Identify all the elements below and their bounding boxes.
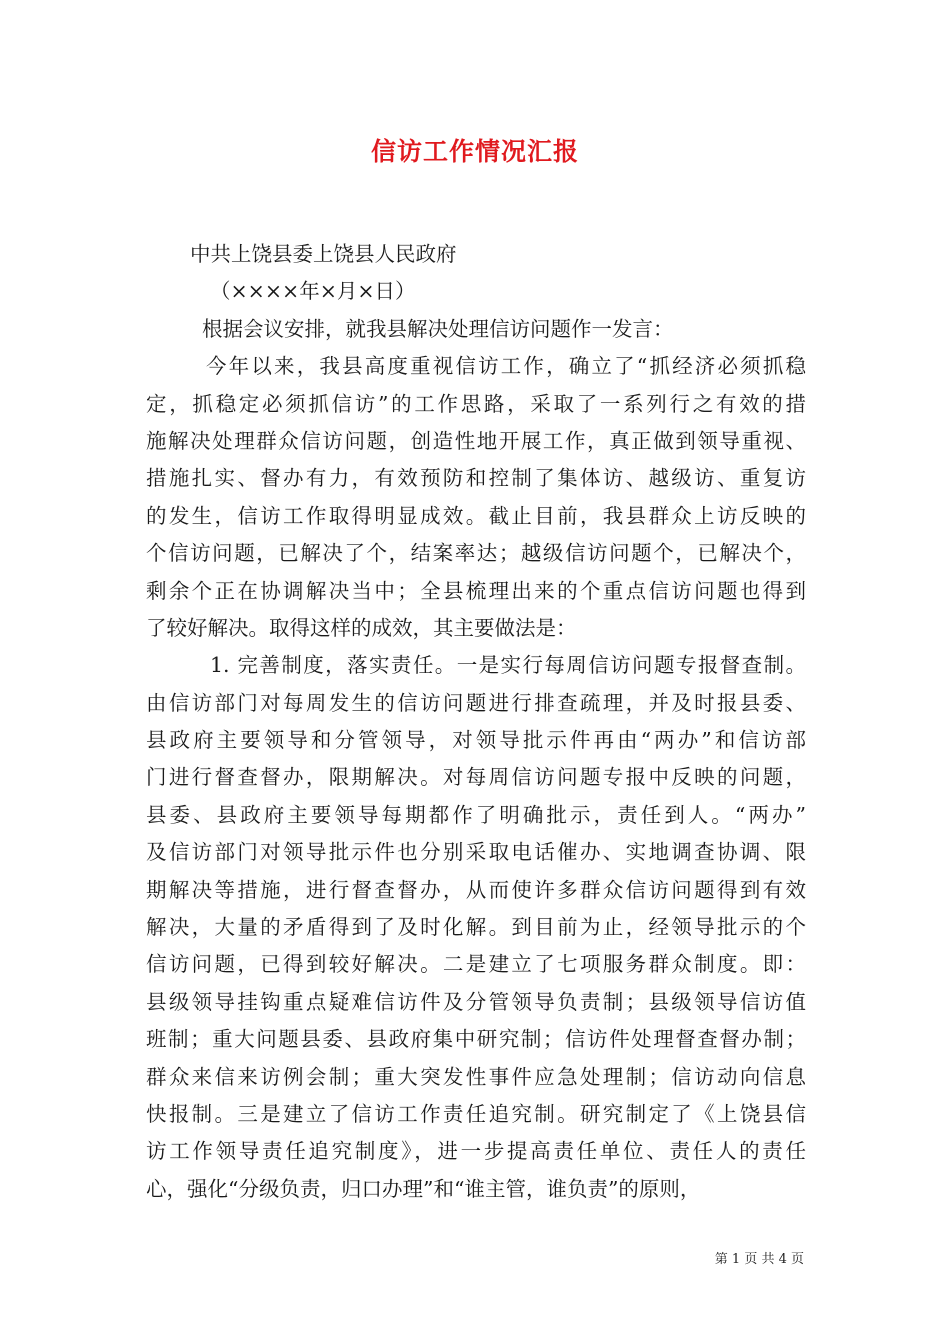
- paragraph-line: 县委、县政府主要领导每期都作了明确批示，责任到人。“两办”: [146, 802, 806, 827]
- paragraph-line: 措施扎实、督办有力，有效预防和控制了集体访、越级访、重复访: [146, 466, 806, 491]
- document-body: [146, 236, 806, 1208]
- paragraph-line: 期解决等措施，进行督查督办，从而使许多群众信访问题得到有效: [146, 877, 806, 902]
- paragraph-line: 今年以来，我县高度重视信访工作，确立了“抓经济必须抓稳: [206, 354, 806, 379]
- paragraph-line: 群众来信来访例会制；重大突发性事件应急处理制；信访动向信息: [146, 1064, 806, 1089]
- paragraph-line: 的发生，信访工作取得明显成效。截止目前，我县群众上访反映的: [146, 503, 806, 528]
- paragraph-line: 了较好解决。取得这样的成效，其主要做法是：: [146, 615, 577, 640]
- paragraph-line: 施解决处理群众信访问题，创造性地开展工作，真正做到领导重视、: [146, 428, 806, 453]
- paragraph-line: 个信访问题，已解决了个，结案率达；越级信访问题个，已解决个，: [146, 541, 806, 566]
- paragraph-line: 门进行督查督办，限期解决。对每周信访问题专报中反映的问题，: [146, 765, 806, 790]
- paragraph-line: 解决，大量的矛盾得到了及时化解。到目前为止，经领导批示的个: [146, 915, 806, 940]
- issuing-organization: 中共上饶县委上饶县人民政府: [190, 242, 457, 266]
- paragraph-line: 心，强化“分级负责，归口办理”和“谁主管，谁负责”的原则，: [146, 1176, 701, 1201]
- document-date: （××××年×月×日）: [210, 279, 416, 304]
- paragraph-line: 快报制。三是建立了信访工作责任追究制。研究制定了《上饶县信: [146, 1101, 806, 1126]
- page-number: 第 1 页 共 4 页: [714, 1252, 804, 1267]
- paragraph-line: 县政府主要领导和分管领导，对领导批示件再由“两办”和信访部: [146, 728, 806, 753]
- paragraph-line: 剩余个正在协调解决当中；全县梳理出来的个重点信访问题也得到: [146, 578, 806, 603]
- paragraph-line: 1. 完善制度，落实责任。一是实行每周信访问题专报督查制。: [210, 653, 806, 678]
- paragraph-line: 访工作领导责任追究制度》，进一步提高责任单位、责任人的责任: [146, 1139, 806, 1164]
- paragraph-line: 由信访部门对每周发生的信访问题进行排查疏理，并及时报县委、: [146, 690, 806, 715]
- paragraph-line: 信访问题，已得到较好解决。二是建立了七项服务群众制度。即：: [146, 952, 806, 977]
- intro-line: 根据会议安排，就我县解决处理信访问题作一发言：: [202, 316, 674, 341]
- paragraph-line: 定，抓稳定必须抓信访”的工作思路，采取了一系列行之有效的措: [146, 391, 806, 416]
- document-title: 信访工作情况汇报: [370, 137, 579, 166]
- paragraph-line: 县级领导挂钩重点疑难信访件及分管领导负责制；县级领导信访值: [146, 989, 806, 1014]
- paragraph-line: 及信访部门对领导批示件也分别采取电话催办、实地调查协调、限: [146, 840, 806, 865]
- paragraph-line: 班制；重大问题县委、县政府集中研究制；信访件处理督查督办制；: [146, 1027, 806, 1052]
